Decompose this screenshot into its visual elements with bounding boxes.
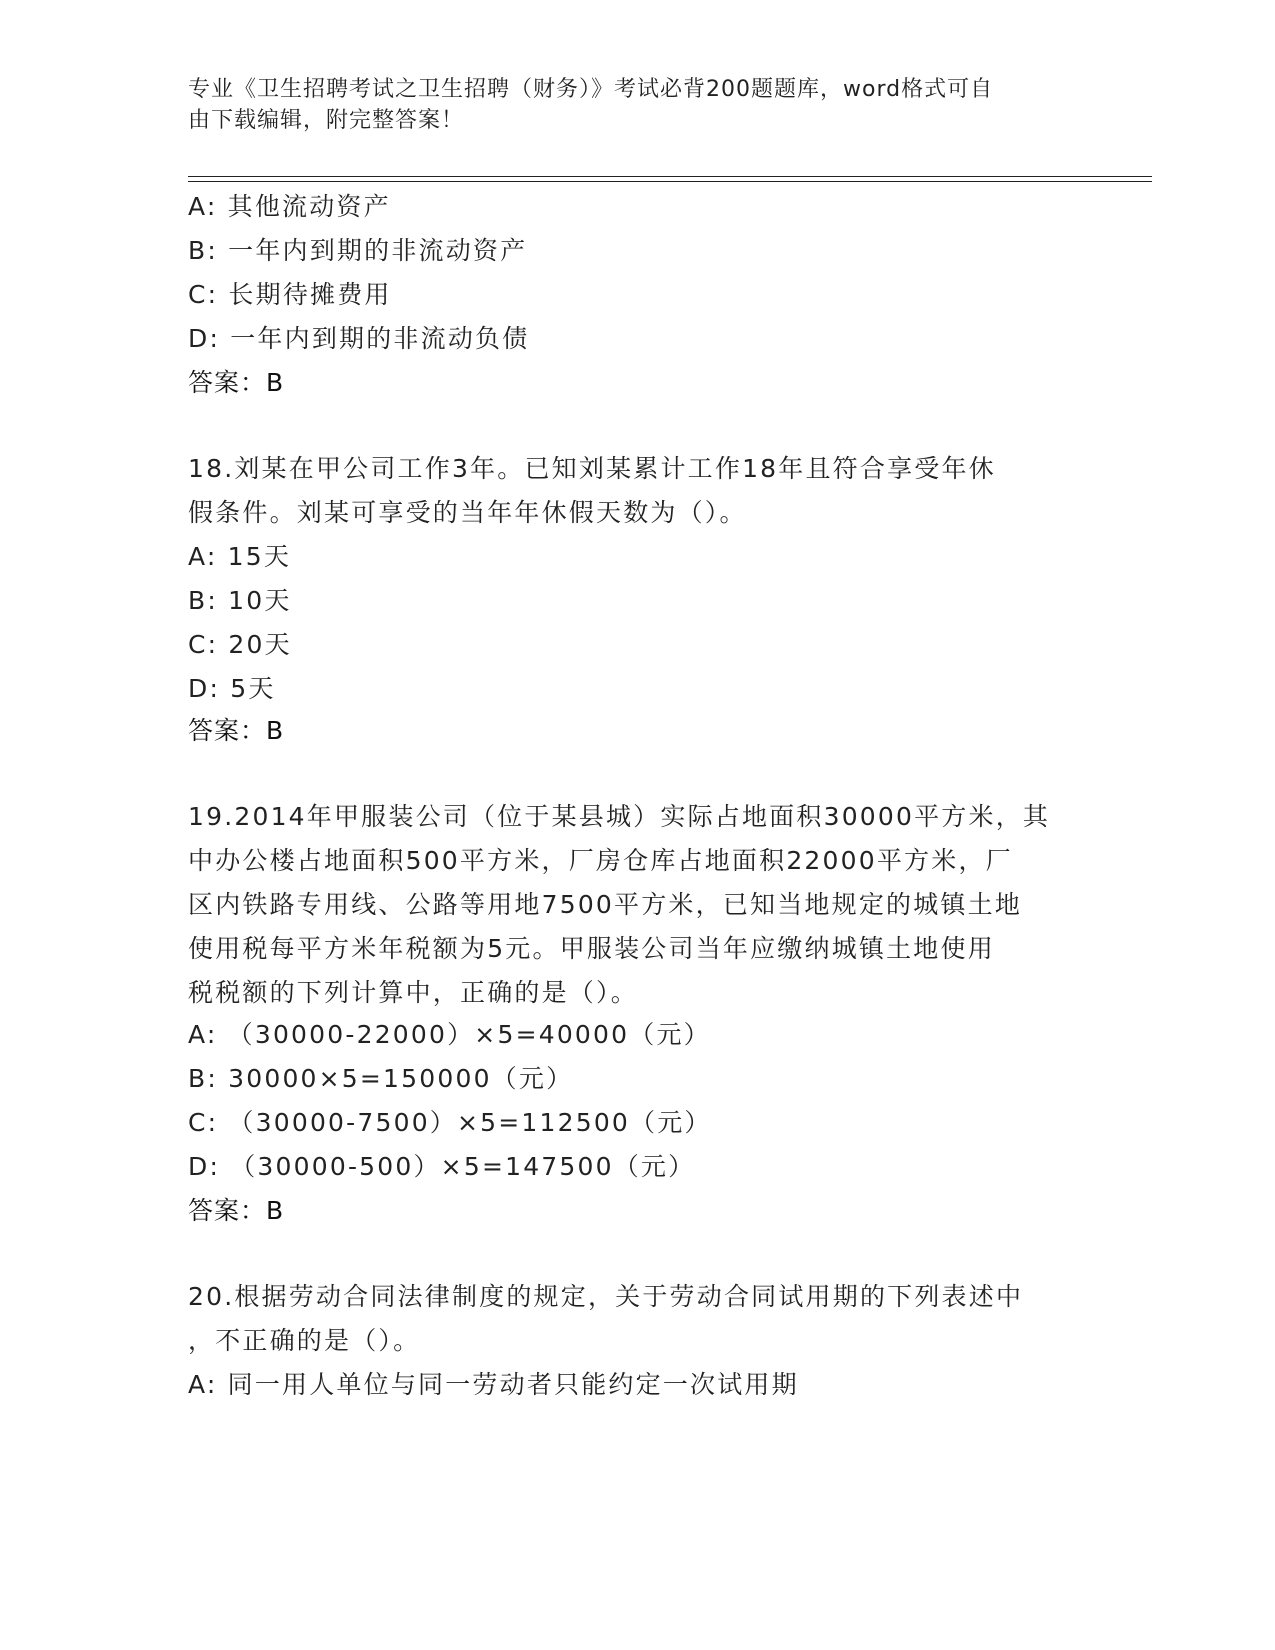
q18-stem-line-1: 18.刘某在甲公司工作3年。已知刘某累计工作18年且符合享受年休 xyxy=(188,454,996,483)
q17-option-b: B: 一年内到期的非流动资产 xyxy=(188,236,528,265)
q18-answer-label: 答案： xyxy=(188,716,267,745)
q20-stem-line-1: 20.根据劳动合同法律制度的规定，关于劳动合同试用期的下列表述中 xyxy=(188,1282,1024,1311)
header-line-2: 由下载编辑，附完整答案！ xyxy=(188,108,465,133)
q18-answer xyxy=(188,711,283,747)
q17-option-c: C: 长期待摊费用 xyxy=(188,280,392,309)
q19-option-a: A: （30000-22000）×5=40000（元） xyxy=(188,1020,711,1049)
q17-answer-value: B xyxy=(266,368,284,397)
header-line-1: 专业《卫生招聘考试之卫生招聘（财务）》考试必背200题题库，word格式可自 xyxy=(188,77,994,102)
q18-option-a: A: 15天 xyxy=(188,542,292,571)
q17-answer xyxy=(188,363,283,399)
q18-option-c: C: 20天 xyxy=(188,630,292,659)
q19-stem-line-2: 中办公楼占地面积500平方米，厂房仓库占地面积22000平方米，厂 xyxy=(188,846,1013,875)
q17-answer-label: 答案： xyxy=(188,368,267,397)
q19-stem-line-1: 19.2014年甲服装公司（位于某县城）实际占地面积30000平方米，其 xyxy=(188,802,1051,831)
q19-option-b: B: 30000×5=150000（元） xyxy=(188,1064,574,1093)
q19-stem-line-3: 区内铁路专用线、公路等用地7500平方米，已知当地规定的城镇土地 xyxy=(188,890,1023,919)
q19-answer-value: B xyxy=(266,1196,284,1225)
q20-stem-line-2: ，不正确的是（）。 xyxy=(188,1326,421,1355)
q19-stem-line-4: 使用税每平方米年税额为5元。甲服装公司当年应缴纳城镇土地使用 xyxy=(188,934,995,963)
q20-option-a: A: 同一用人单位与同一劳动者只能约定一次试用期 xyxy=(188,1370,799,1399)
q18-stem-line-2: 假条件。刘某可享受的当年年休假天数为（）。 xyxy=(188,498,747,527)
q18-option-b: B: 10天 xyxy=(188,586,292,615)
q18-option-d: D: 5天 xyxy=(188,674,276,703)
q19-option-c: C: （30000-7500）×5=112500（元） xyxy=(188,1108,712,1137)
q19-option-d: D: （30000-500）×5=147500（元） xyxy=(188,1152,696,1181)
q18-answer-value: B xyxy=(266,716,284,745)
q19-answer-label: 答案： xyxy=(188,1196,267,1225)
q17-option-a: A: 其他流动资产 xyxy=(188,192,391,221)
q17-option-d: D: 一年内到期的非流动负债 xyxy=(188,324,530,353)
q19-stem-line-5: 税税额的下列计算中，正确的是（）。 xyxy=(188,978,638,1007)
q19-answer xyxy=(188,1191,283,1227)
header-divider-bottom xyxy=(188,181,1152,182)
document-header xyxy=(188,74,1068,136)
header-divider-top xyxy=(188,176,1152,177)
